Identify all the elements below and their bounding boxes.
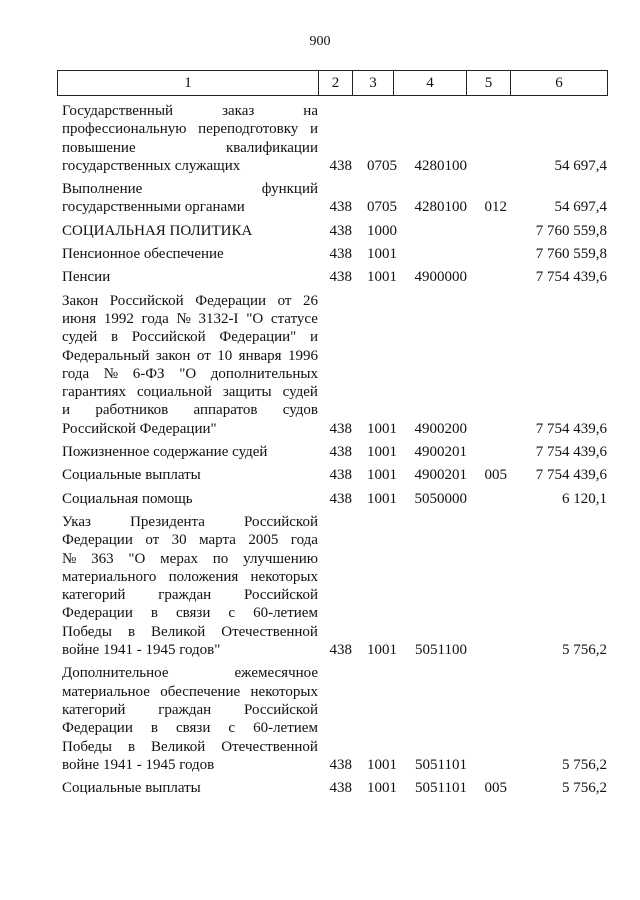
word: Победы bbox=[62, 738, 112, 755]
row-description bbox=[57, 466, 318, 484]
description-line bbox=[62, 310, 318, 328]
cell-c5: 005 bbox=[484, 467, 507, 484]
word: июня bbox=[62, 310, 97, 327]
cell-c3: 1001 bbox=[367, 467, 397, 484]
header-col-4: 4 bbox=[394, 71, 467, 96]
cell-c2: 438 bbox=[329, 222, 352, 239]
row-description bbox=[57, 513, 318, 659]
word: Указ bbox=[62, 513, 91, 530]
description-line: Социальная помощь bbox=[62, 490, 193, 507]
description-line bbox=[62, 180, 318, 198]
word: категорий bbox=[62, 587, 126, 604]
word: Президента bbox=[130, 513, 205, 530]
table-row bbox=[57, 222, 607, 240]
word: от bbox=[145, 532, 160, 549]
word: мерах bbox=[160, 550, 198, 567]
word: с bbox=[228, 720, 236, 737]
word: Российской bbox=[244, 513, 318, 530]
word: связи bbox=[175, 720, 211, 737]
word: января bbox=[238, 347, 282, 364]
word: и bbox=[309, 329, 318, 346]
word: "О bbox=[179, 365, 197, 382]
cell-c4: 4280100 bbox=[414, 157, 467, 174]
table-body bbox=[57, 102, 607, 802]
word: 26 bbox=[303, 292, 318, 309]
word: категорий bbox=[62, 701, 126, 718]
description-line: государственных служащих bbox=[62, 157, 241, 174]
cell-c2: 438 bbox=[329, 444, 352, 461]
word: Федерации" bbox=[219, 329, 297, 346]
word: "О bbox=[246, 310, 264, 327]
word: Великой bbox=[151, 623, 206, 640]
table-row bbox=[57, 268, 607, 286]
description-line: Российской Федерации" bbox=[62, 420, 217, 437]
word: Государственный bbox=[62, 103, 174, 119]
cell-c4: 5051101 bbox=[415, 780, 467, 797]
description-line bbox=[62, 365, 318, 383]
description-line bbox=[62, 719, 318, 737]
word: улучшению bbox=[243, 550, 318, 567]
header-col-1: 1 bbox=[58, 71, 319, 96]
word: Дополнительное bbox=[62, 665, 169, 682]
header-col-6: 6 bbox=[511, 71, 608, 96]
cell-c3: 0705 bbox=[367, 157, 397, 174]
description-line bbox=[62, 383, 318, 401]
word: Федерации bbox=[62, 720, 133, 737]
cell-c3: 1001 bbox=[367, 420, 397, 437]
description-line: Пожизненное содержание судей bbox=[62, 444, 268, 461]
word: положения bbox=[168, 568, 239, 585]
table-row bbox=[57, 664, 607, 774]
word: повышение bbox=[62, 139, 136, 156]
cell-c4: 4280100 bbox=[414, 199, 467, 216]
table-row bbox=[57, 443, 607, 461]
description-line bbox=[62, 531, 318, 549]
description-line bbox=[62, 664, 318, 682]
word: № bbox=[62, 550, 77, 567]
word: 1996 bbox=[288, 347, 318, 364]
description-line bbox=[62, 120, 318, 138]
word: обеспечение bbox=[160, 683, 241, 700]
description-line: государственными органами bbox=[62, 199, 245, 216]
description-line bbox=[62, 292, 318, 310]
description-line: Социальные выплаты bbox=[62, 467, 201, 484]
word: защиты bbox=[222, 384, 272, 401]
word: 10 bbox=[217, 347, 233, 364]
row-description bbox=[57, 180, 318, 217]
cell-c2: 438 bbox=[329, 420, 352, 437]
cell-c6: 5 756,2 bbox=[562, 642, 607, 659]
cell-c6: 7 754 439,6 bbox=[535, 467, 607, 484]
cell-c6: 6 120,1 bbox=[562, 490, 607, 507]
word: Победы bbox=[62, 623, 112, 640]
word: граждан bbox=[158, 701, 212, 718]
cell-c6: 7 760 559,8 bbox=[535, 222, 607, 239]
cell-c4: 5050000 bbox=[414, 490, 467, 507]
description-line bbox=[62, 139, 318, 157]
cell-c6: 7 754 439,6 bbox=[535, 420, 607, 437]
description-line bbox=[62, 586, 318, 604]
word: Федеральный bbox=[62, 347, 150, 364]
word: Отечественной bbox=[221, 623, 318, 640]
description-line bbox=[62, 550, 318, 568]
description-line: СОЦИАЛЬНАЯ ПОЛИТИКА bbox=[62, 222, 253, 239]
word: Федерации bbox=[62, 532, 133, 549]
cell-c3: 1000 bbox=[367, 222, 397, 239]
word: Закон bbox=[62, 292, 99, 309]
word: в bbox=[150, 605, 158, 622]
word: квалификации bbox=[225, 139, 318, 156]
row-description bbox=[57, 443, 318, 461]
cell-c2: 438 bbox=[329, 157, 352, 174]
description-line bbox=[62, 701, 318, 719]
cell-c6: 5 756,2 bbox=[562, 780, 607, 797]
word: судей bbox=[282, 384, 318, 401]
word: от bbox=[196, 347, 211, 364]
word: Российской bbox=[244, 587, 318, 604]
word: Российской bbox=[244, 701, 318, 718]
cell-c2: 438 bbox=[329, 756, 352, 773]
word: по bbox=[212, 550, 229, 567]
description-line bbox=[62, 513, 318, 531]
word: "О bbox=[128, 550, 146, 567]
description-line: Пенсии bbox=[62, 269, 111, 286]
word: работников bbox=[95, 402, 169, 419]
description-line: Пенсионное обеспечение bbox=[62, 246, 224, 263]
word: Федерации bbox=[195, 292, 267, 309]
word: Отечественной bbox=[221, 738, 318, 755]
row-description bbox=[57, 268, 318, 286]
cell-c2: 438 bbox=[329, 642, 352, 659]
cell-c5: 012 bbox=[484, 199, 507, 216]
word: ежемесячное bbox=[234, 665, 318, 682]
description-line bbox=[62, 738, 318, 756]
word: в bbox=[127, 738, 136, 755]
cell-c6: 7 754 439,6 bbox=[535, 269, 607, 286]
word: 60-летием bbox=[253, 605, 318, 622]
row-description bbox=[57, 779, 318, 797]
cell-c6: 54 697,4 bbox=[554, 157, 607, 174]
cell-c4: 4900000 bbox=[414, 269, 467, 286]
word: года bbox=[290, 532, 318, 549]
table-row bbox=[57, 180, 607, 217]
cell-c6: 7 760 559,8 bbox=[535, 246, 607, 263]
table-row bbox=[57, 102, 607, 175]
word: профессиональную bbox=[62, 121, 187, 138]
word: заказ bbox=[222, 103, 255, 119]
description-line bbox=[62, 683, 318, 701]
word: 30 bbox=[171, 532, 187, 549]
cell-c2: 438 bbox=[329, 467, 352, 484]
word: года bbox=[141, 310, 169, 327]
cell-c6: 54 697,4 bbox=[554, 199, 607, 216]
cell-c2: 438 bbox=[329, 269, 352, 286]
cell-c2: 438 bbox=[329, 490, 352, 507]
cell-c6: 5 756,2 bbox=[562, 756, 607, 773]
word: в bbox=[111, 329, 119, 346]
description-line bbox=[62, 347, 318, 365]
word: связи bbox=[175, 605, 211, 622]
word: с bbox=[228, 605, 236, 622]
word: 3132-I bbox=[198, 310, 239, 327]
description-line bbox=[62, 328, 318, 346]
word: закон bbox=[155, 347, 191, 364]
word: гарантиях bbox=[62, 384, 126, 401]
word: в bbox=[150, 720, 158, 737]
word: Великой bbox=[151, 738, 206, 755]
word: некоторых bbox=[250, 683, 318, 700]
table-row bbox=[57, 513, 607, 659]
word: 6-ФЗ bbox=[132, 365, 165, 382]
header-col-2: 2 bbox=[319, 71, 353, 96]
word: социальной bbox=[136, 384, 212, 401]
cell-c3: 1001 bbox=[367, 780, 397, 797]
cell-c2: 438 bbox=[329, 246, 352, 263]
description-line: войне 1941 - 1945 годов" bbox=[62, 642, 221, 659]
word: переподготовку bbox=[198, 121, 299, 138]
word: дополнительных bbox=[210, 365, 318, 382]
word: и bbox=[309, 121, 318, 138]
table-row bbox=[57, 245, 607, 263]
word: № bbox=[103, 365, 119, 382]
cell-c3: 1001 bbox=[367, 269, 397, 286]
word: 1992 bbox=[103, 310, 134, 327]
word: 363 bbox=[91, 550, 114, 567]
word: Российской bbox=[109, 292, 184, 309]
cell-c4: 5051101 bbox=[415, 756, 467, 773]
table-header bbox=[57, 70, 608, 96]
cell-c6: 7 754 439,6 bbox=[535, 444, 607, 461]
word: некоторых bbox=[250, 568, 318, 585]
word: аппаратов bbox=[193, 402, 258, 419]
word: и bbox=[62, 402, 71, 419]
cell-c3: 1001 bbox=[367, 246, 397, 263]
word: материальное bbox=[62, 683, 150, 700]
word: Выполнение bbox=[62, 181, 143, 198]
word: Федерации bbox=[62, 605, 133, 622]
word: в bbox=[127, 623, 136, 640]
word: № bbox=[176, 310, 191, 327]
word: материального bbox=[62, 568, 157, 585]
description-line: войне 1941 - 1945 годов bbox=[62, 756, 215, 773]
table-row bbox=[57, 292, 607, 438]
description-line bbox=[62, 623, 318, 641]
word: 2005 bbox=[248, 532, 279, 549]
description-line: Социальные выплаты bbox=[62, 780, 201, 797]
row-description bbox=[57, 222, 318, 240]
word: Российской bbox=[131, 329, 206, 346]
cell-c5: 005 bbox=[484, 780, 507, 797]
header-col-3: 3 bbox=[353, 71, 394, 96]
description-line bbox=[62, 568, 318, 586]
cell-c4: 4900201 bbox=[414, 444, 467, 461]
cell-c4: 4900200 bbox=[414, 420, 467, 437]
cell-c4: 4900201 bbox=[414, 467, 467, 484]
row-description bbox=[57, 102, 318, 175]
word: от bbox=[277, 292, 292, 309]
cell-c2: 438 bbox=[329, 199, 352, 216]
cell-c3: 1001 bbox=[367, 490, 397, 507]
cell-c3: 1001 bbox=[367, 756, 397, 773]
description-line bbox=[62, 102, 318, 120]
word: 60-летием bbox=[253, 720, 318, 737]
table-row bbox=[57, 466, 607, 484]
word: марта bbox=[199, 532, 236, 549]
description-line bbox=[62, 604, 318, 622]
cell-c3: 1001 bbox=[367, 642, 397, 659]
word: статусе bbox=[270, 310, 318, 327]
cell-c4: 5051100 bbox=[415, 642, 467, 659]
word: года bbox=[62, 365, 90, 382]
description-line bbox=[62, 401, 318, 419]
header-col-5: 5 bbox=[467, 71, 511, 96]
word: на bbox=[303, 103, 318, 119]
word: функций bbox=[261, 181, 318, 198]
table-row bbox=[57, 779, 607, 797]
cell-c3: 0705 bbox=[367, 199, 397, 216]
cell-c2: 438 bbox=[329, 780, 352, 797]
row-description bbox=[57, 490, 318, 508]
page-number: 900 bbox=[309, 34, 331, 49]
row-description bbox=[57, 245, 318, 263]
word: судей bbox=[62, 329, 98, 346]
table-row bbox=[57, 490, 607, 508]
cell-c3: 1001 bbox=[367, 444, 397, 461]
word: граждан bbox=[158, 587, 212, 604]
word: судов bbox=[282, 402, 318, 419]
row-description bbox=[57, 292, 318, 438]
row-description bbox=[57, 664, 318, 774]
